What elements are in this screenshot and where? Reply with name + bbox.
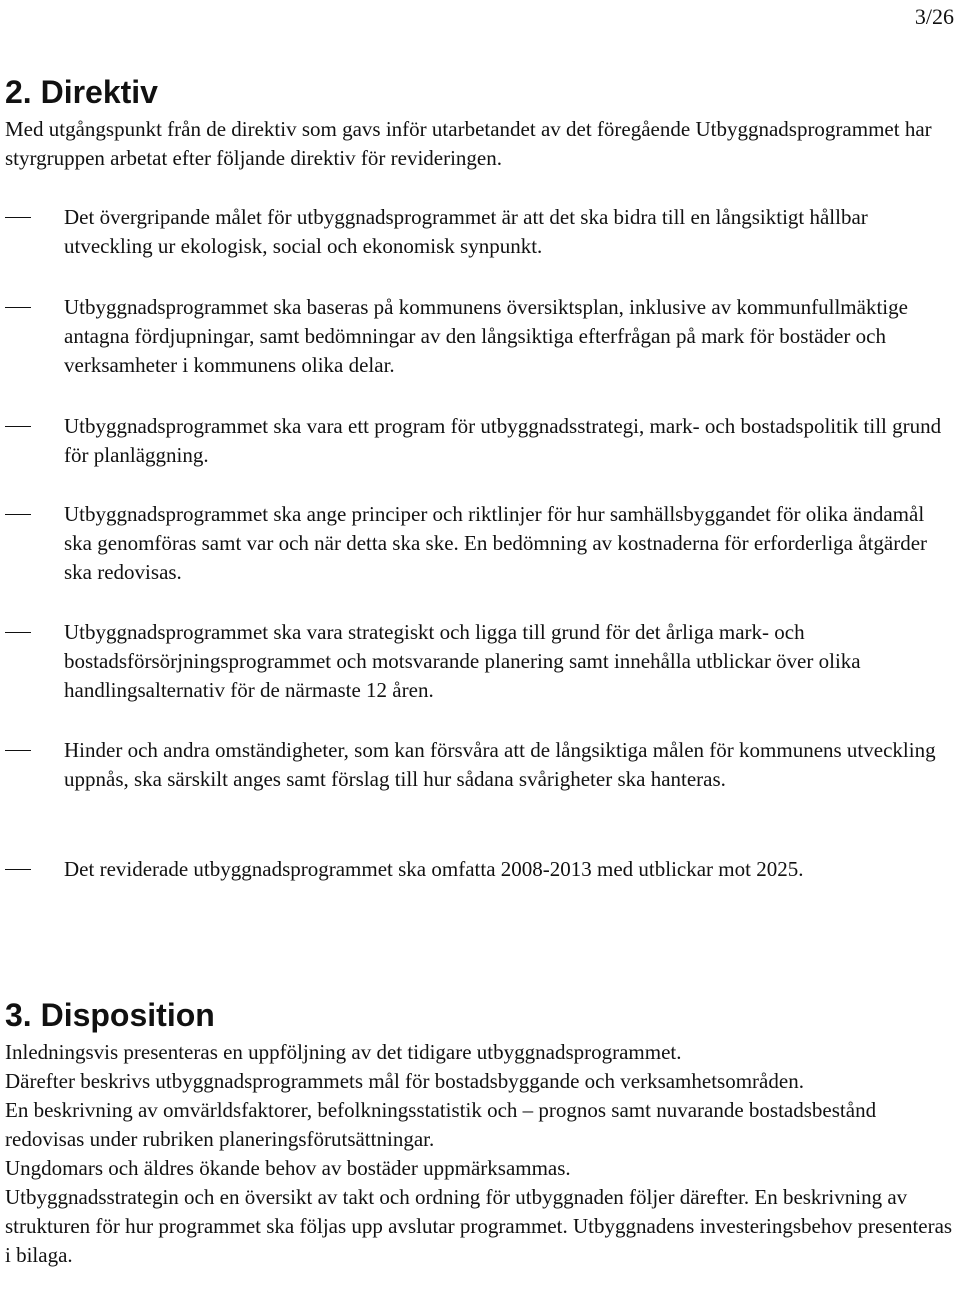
- directive-item: [5, 855, 955, 884]
- directive-text: Utbyggnadsprogrammet ska vara strategiskt och ligga till grund för det årliga mark- och bostadsförsörjningsprogrammet och motsvarande planering samt innehålla utblickar över olika handlingsalternativ för de närmaste 12 åren.: [64, 620, 861, 702]
- directive-text: Utbyggnadsprogrammet ska baseras på kommunens översiktsplan, inklusive av kommunfullmäktige antagna fördjupningar, samt bedömningar av den långsiktiga efterfrågan på mark för bostäder och verksamheter i kommunens olika delar.: [64, 295, 908, 377]
- directive-item: [5, 500, 955, 587]
- disposition-paragraph: Ungdomars och äldres ökande behov av bostäder uppmärksammas.: [5, 1156, 571, 1180]
- dash-bullet-icon: [5, 514, 31, 515]
- section-heading-disposition: 3. Disposition: [5, 997, 215, 1033]
- page-number: 3/26: [914, 4, 954, 29]
- disposition-paragraph: Därefter beskrivs utbyggnadsprogrammets mål för bostadsbyggande och verksamhetsområden.: [5, 1069, 804, 1093]
- dash-bullet-icon: [5, 632, 31, 633]
- dash-bullet-icon: [5, 426, 31, 427]
- section-heading-direktiv: 2. Direktiv: [5, 74, 158, 110]
- directive-item: [5, 736, 955, 794]
- dash-bullet-icon: [5, 307, 31, 308]
- dash-bullet-icon: [5, 869, 31, 870]
- directive-item: [5, 203, 955, 261]
- directive-text: Det övergripande målet för utbyggnadsprogrammet är att det ska bidra till en långsiktigt hållbar utveckling ur ekologisk, social och ekonomisk synpunkt.: [64, 205, 868, 258]
- dash-bullet-icon: [5, 217, 31, 218]
- intro-paragraph: Med utgångspunkt från de direktiv som gavs inför utarbetandet av det föregående Utbyggnadsprogrammet har styrgruppen arbetat efter följande direktiv för revideringen.: [5, 117, 932, 170]
- disposition-paragraph: En beskrivning av omvärldsfaktorer, befolkningsstatistik och – prognos samt nuvarande bostadsbestånd redovisas under rubriken planeringsförutsättningar.: [5, 1098, 877, 1151]
- directive-item: [5, 293, 955, 380]
- directive-item: [5, 412, 955, 470]
- directive-item: [5, 618, 955, 705]
- disposition-text: [5, 1038, 955, 1270]
- directive-text: Utbyggnadsprogrammet ska vara ett program för utbyggnadsstrategi, mark- och bostadspolitik till grund för planläggning.: [64, 414, 942, 467]
- disposition-paragraph: Utbyggnadsstrategin och en översikt av takt och ordning för utbyggnaden följer därefter. En beskrivning av strukturen för hur programmet ska följas upp avslutar programmet. Utbyggnadens investeringsbehov presenteras i bilaga.: [5, 1185, 953, 1267]
- disposition-paragraph: Inledningsvis presenteras en uppföljning av det tidigare utbyggnadsprogrammet.: [5, 1040, 682, 1064]
- directive-text: Utbyggnadsprogrammet ska ange principer och riktlinjer för hur samhällsbyggandet för olika ändamål ska genomföras samt var och när detta ska ske. En bedömning av kostnaderna för erforderliga åtgärder ska redovisas.: [64, 502, 928, 584]
- dash-bullet-icon: [5, 750, 31, 751]
- directive-text: Hinder och andra omständigheter, som kan försvåra att de långsiktiga målen för kommunens utveckling uppnås, ska särskilt anges samt förslag till hur sådana svårigheter ska hanteras.: [64, 738, 936, 791]
- directive-text: Det reviderade utbyggnadsprogrammet ska omfatta 2008-2013 med utblickar mot 2025.: [64, 857, 804, 881]
